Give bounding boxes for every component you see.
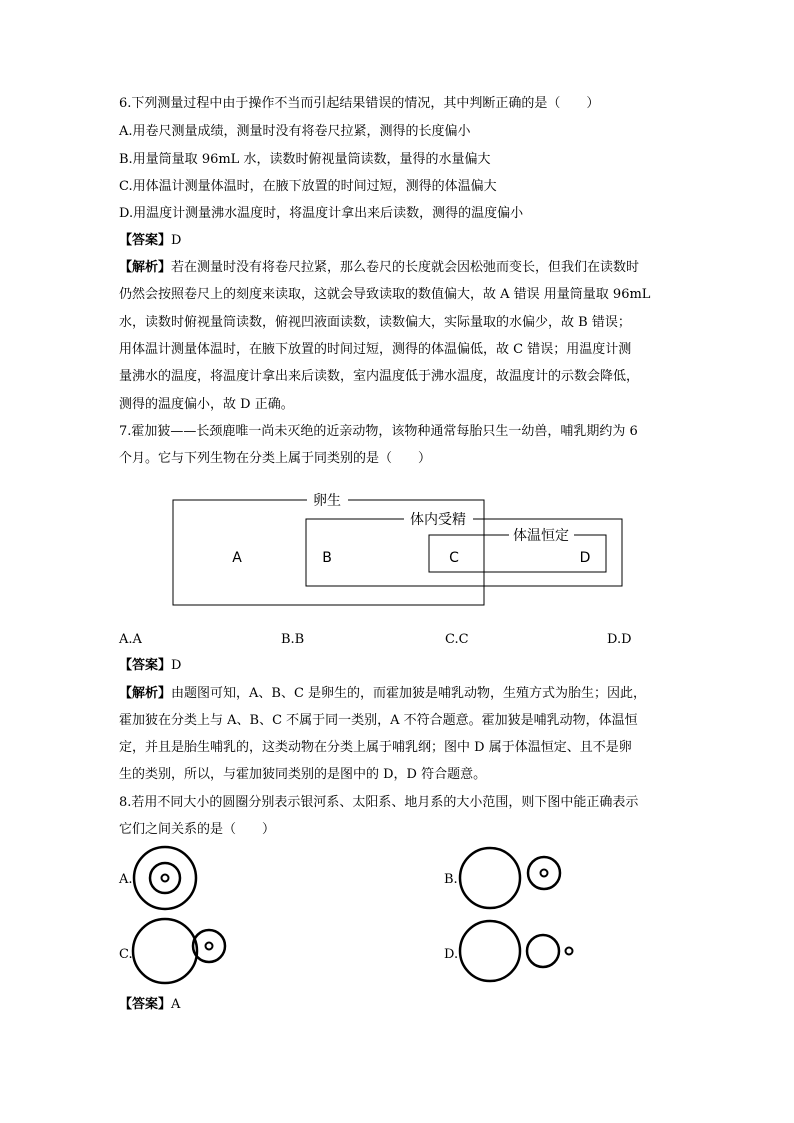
analysis-label: 【解析】 <box>119 260 172 275</box>
q6-option-d: D.用温度计测量沸水温度时，将温度计拿出来后读数，测得的温度偏小 <box>119 206 524 221</box>
region-c-label: C <box>449 550 459 566</box>
q8-stem-line-2: 它们之间关系的是（ ） <box>119 822 276 837</box>
q7-option-d: D.D <box>607 632 632 647</box>
region-d-label: D <box>579 550 591 566</box>
q8-answer <box>119 996 180 1013</box>
q6-option-b: B.用量筒量取 96mL 水，读数时俯视量筒读数，量得的水量偏大 <box>119 152 491 167</box>
q7-option-b: B.B <box>281 632 305 647</box>
q7-analysis-line-3: 定，并且是胎生哺乳的，这类动物在分类上属于哺乳纲；图中 D 属于体温恒定、且不是卵 <box>119 740 632 755</box>
q8-option-a-label: A. <box>119 872 133 887</box>
option-b-circles <box>460 848 560 908</box>
q6-analysis-line-3: 水，读数时俯视量筒读数，俯视凹液面读数，读数偏大，实际量取的水偏少，故 B 错误； <box>119 315 631 330</box>
q7-option-c: C.C <box>445 632 469 647</box>
region-b-label: B <box>322 550 332 566</box>
q6-analysis-line-6: 测得的温度偏小，故 D 正确。 <box>119 397 294 412</box>
q7-option-a: A.A <box>119 632 142 647</box>
answer-value: D <box>171 658 182 673</box>
answer-label: 【答案】 <box>119 997 172 1012</box>
option-c-circles <box>133 919 225 983</box>
analysis-label: 【解析】 <box>119 686 172 701</box>
option-d-circles <box>460 921 573 981</box>
option-c-small-circle <box>206 943 213 950</box>
q7-stem-line-1: 7.霍加狓——长颈鹿唯一尚未灭绝的近亲动物，该物种通常每胎只生一幼兽，哺乳期约为 6 <box>119 424 638 439</box>
option-b-medium-circle <box>528 857 560 889</box>
answer-label: 【答案】 <box>119 658 172 673</box>
q7-stem-line-2: 个月。它与下列生物在分类上属于同类别的是（ ） <box>119 451 432 466</box>
option-d-small-circle <box>566 948 573 955</box>
option-b-small-circle <box>541 870 548 877</box>
internal-fertilization-label: 体内受精 <box>410 512 466 528</box>
q6-stem: 6.下列测量过程中由于操作不当而引起结果错误的情况，其中判断正确的是（ ） <box>119 96 600 111</box>
option-d-medium-circle <box>527 935 559 967</box>
q7-analysis-line-4: 生的类别，所以，与霍加狓同类别的是图中的 D，D 符合题意。 <box>119 767 487 782</box>
analysis-text: 若在测量时没有将卷尺拉紧，那么卷尺的长度就会因松弛而变长，但我们在读数时 <box>171 260 640 275</box>
analysis-text: 由题图可知，A、B、C 是卵生的，而霍加狓是哺乳动物，生殖方式为胎生；因此， <box>171 686 647 701</box>
option-a-medium-circle <box>150 863 180 893</box>
option-c-large-circle <box>133 919 197 983</box>
option-b-large-circle <box>460 848 520 908</box>
answer-value: D <box>171 233 182 248</box>
q6-analysis-line-4: 用体温计测量体温时，在腋下放置的时间过短，测得的体温偏低，故 C 错误；用温度计测 <box>119 342 632 357</box>
answer-label: 【答案】 <box>119 233 172 248</box>
option-a-large-circle <box>134 847 196 909</box>
q6-option-a: A.用卷尺测量成绩，测量时没有将卷尺拉紧，测得的长度偏小 <box>119 124 471 139</box>
q8-option-c-label: C. <box>119 947 133 962</box>
option-a-circles <box>134 847 196 909</box>
q6-analysis-line-5: 量沸水的温度，将温度计拿出来后读数，室内温度低于沸水温度，故温度计的示数会降低， <box>119 369 640 384</box>
q8-option-d-label: D. <box>444 947 459 962</box>
q7-analysis-line-2: 霍加狓在分类上与 A、B、C 不属于同一类别，A 不符合题意。霍加狓是哺乳动物，体温恒 <box>119 713 638 728</box>
oviparous-label: 卵生 <box>313 493 341 509</box>
constant-temperature-label: 体温恒定 <box>513 528 569 544</box>
option-a-small-circle <box>162 875 169 882</box>
answer-value: A <box>171 997 181 1012</box>
region-a-label: A <box>232 550 242 566</box>
q6-analysis-line-2: 仍然会按照卷尺上的刻度来读取，这就会导致读取的数值偏大，故 A 错误 用量筒量取 96mL <box>119 287 651 302</box>
q6-option-c: C.用体温计测量体温时，在腋下放置的时间过短，测得的体温偏大 <box>119 179 497 194</box>
q8-stem-line-1: 8.若用不同大小的圆圈分别表示银河系、太阳系、地月系的大小范围，则下图中能正确表示 <box>119 795 639 810</box>
q8-option-b-label: B. <box>444 872 458 887</box>
option-d-large-circle <box>460 921 520 981</box>
